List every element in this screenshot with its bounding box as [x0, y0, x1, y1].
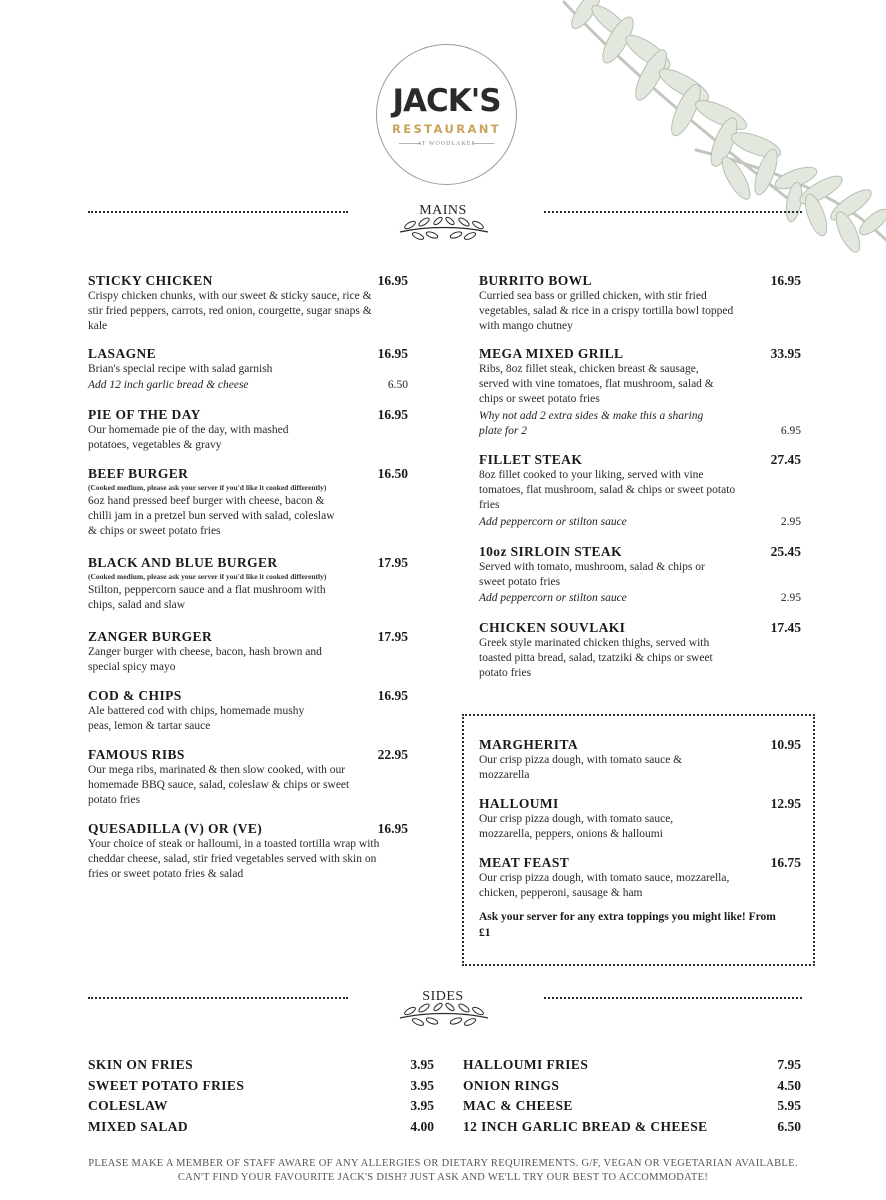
logo-name: JACK'S — [392, 83, 501, 119]
item-extra — [479, 515, 801, 530]
menu-item — [88, 747, 408, 821]
menu-item — [479, 452, 801, 544]
mains-heading — [0, 203, 886, 253]
item-price: 16.95 — [770, 273, 801, 288]
item-name: STICKY CHICKEN — [88, 273, 213, 288]
menu-item — [88, 821, 408, 886]
footer-request-notice: CAN'T FIND YOUR FAVOURITE JACK'S DISH? JUST ASK AND WE'LL TRY OUR BEST TO ACCOMMODATE! — [177, 1172, 709, 1183]
item-description: Our crisp pizza dough, with tomato sauce & mozzarella — [479, 754, 683, 782]
menu-item — [88, 407, 408, 466]
menu-item — [479, 544, 801, 620]
menu-item — [88, 629, 408, 688]
side-name: ONION RINGS — [463, 1077, 560, 1093]
side-item — [88, 1096, 434, 1117]
item-name: BLACK AND BLUE BURGER — [88, 555, 278, 570]
side-item — [463, 1096, 801, 1117]
item-price: 16.50 — [377, 466, 408, 481]
sides-right-column — [463, 1055, 801, 1137]
item-price: 17.45 — [770, 620, 801, 635]
side-name: 12 INCH GARLIC BREAD & CHEESE — [463, 1118, 708, 1134]
item-price: 16.95 — [377, 821, 408, 836]
sides-heading — [0, 989, 886, 1039]
side-item — [88, 1076, 434, 1097]
item-price: 16.95 — [377, 273, 408, 288]
logo-location: AT WOODLAKES — [417, 141, 476, 147]
side-name: SKIN ON FRIES — [88, 1057, 193, 1072]
extra-price: 6.50 — [387, 379, 408, 392]
side-price: 5.95 — [777, 1098, 801, 1113]
item-price: 12.95 — [770, 796, 801, 811]
item-name: FILLET STEAK — [479, 452, 583, 467]
item-name: MEGA MIXED GRILL — [479, 346, 624, 361]
leaf-sprig-icon — [396, 216, 492, 244]
extra-label: Add peppercorn or stilton sauce — [479, 592, 627, 605]
item-price: 17.95 — [377, 555, 408, 570]
item-description: 8oz fillet cooked to your liking, served with vine tomatoes, flat mushroom, salad & chips or sweet potato fries — [479, 469, 736, 512]
item-price: 16.95 — [377, 688, 408, 703]
item-description: Our crisp pizza dough, with tomato sauce, mozzarella, peppers, onions & halloumi — [479, 813, 674, 841]
extra-price: 2.95 — [780, 515, 801, 528]
logo-subtitle: RESTAURANT — [391, 122, 502, 136]
item-name: PIE OF THE DAY — [88, 407, 201, 422]
item-description: Our homemade pie of the day, with mashed potatoes, vegetables & gravy — [88, 424, 289, 452]
dotted-divider-right — [544, 211, 802, 213]
mains-left-column — [88, 273, 408, 886]
side-price: 4.50 — [777, 1077, 801, 1093]
item-price: 25.45 — [770, 544, 801, 559]
item-description: Crispy chicken chunks, with our sweet & sticky sauce, rice & stir fried peppers, carrots, red onion, courgette, sugar snaps & kale — [88, 290, 372, 333]
item-description: Greek style marinated chicken thighs, served with toasted pitta bread, salad, tzatziki & chips or sweet potato fries — [479, 637, 713, 680]
side-price: 3.95 — [410, 1077, 434, 1093]
item-name: MEAT FEAST — [479, 855, 570, 870]
side-item — [463, 1076, 801, 1097]
menu-item — [88, 466, 408, 555]
item-description: Brian's special recipe with salad garnish — [88, 363, 273, 375]
item-description: Served with tomato, mushroom, salad & chips or sweet potato fries — [479, 561, 705, 589]
item-price: 16.75 — [770, 855, 801, 870]
item-description: Ale battered cod with chips, homemade mushy peas, lemon & tartar sauce — [88, 705, 305, 733]
item-name: ZANGER BURGER — [88, 629, 213, 644]
menu-item — [479, 620, 801, 686]
sides-title: SIDES — [422, 989, 464, 1004]
side-price: 3.95 — [410, 1098, 434, 1113]
side-item — [88, 1055, 434, 1076]
item-name: FAMOUS RIBS — [88, 747, 185, 762]
menu-item — [479, 346, 801, 452]
mains-title: MAINS — [419, 203, 467, 218]
menu-item — [88, 555, 408, 629]
side-name: MAC & CHEESE — [463, 1098, 573, 1113]
extra-label: Add 12 inch garlic bread & cheese — [88, 379, 249, 392]
restaurant-logo — [376, 44, 517, 185]
side-name: MIXED SALAD — [88, 1118, 189, 1134]
item-description: Your choice of steak or halloumi, in a toasted tortilla wrap with cheddar cheese, salad, stir fried vegetables served with skin on fries or sweet potato fries & salad — [88, 838, 380, 881]
menu-item — [479, 273, 801, 346]
side-item — [88, 1117, 434, 1138]
mains-right-column — [479, 273, 801, 686]
item-name: LASAGNE — [88, 346, 157, 361]
item-price: 33.95 — [770, 346, 801, 361]
side-price: 3.95 — [410, 1057, 434, 1072]
sides-left-column — [88, 1055, 434, 1137]
dotted-divider-right — [544, 997, 802, 999]
item-description: Our crisp pizza dough, with tomato sauce, mozzarella, chicken, pepperoni, sausage & ham — [479, 872, 730, 900]
item-description: Curried sea bass or grilled chicken, with stir fried vegetables, salad & rice in a crispy tortilla bowl topped with mango chutney — [479, 290, 734, 333]
item-note: (Cooked medium, please ask your server if you'd like it cooked differently) — [88, 572, 327, 581]
logo-rule-right — [472, 143, 494, 144]
pizza-column — [479, 737, 801, 941]
item-price: 17.95 — [377, 629, 408, 644]
menu-item — [479, 737, 801, 796]
side-price: 4.00 — [410, 1118, 434, 1134]
extra-price: 6.95 — [780, 424, 801, 437]
item-extra — [479, 591, 801, 606]
item-description: Our mega ribs, marinated & then slow cooked, with our homemade BBQ sauce, salad, coleslaw & chips or sweet potato fries — [88, 764, 350, 807]
item-name: CHICKEN SOUVLAKI — [479, 620, 626, 635]
menu-item — [88, 346, 408, 407]
item-extra — [479, 409, 801, 439]
side-item — [463, 1055, 801, 1076]
item-name: 10oz SIRLOIN STEAK — [479, 544, 622, 559]
side-price: 6.50 — [777, 1118, 801, 1134]
menu-item — [479, 855, 801, 906]
item-extra — [88, 378, 408, 393]
leaf-sprig-icon — [396, 1002, 492, 1030]
side-name: HALLOUMI FRIES — [463, 1057, 589, 1072]
side-item — [463, 1117, 801, 1138]
menu-item — [88, 273, 408, 346]
extra-label: Add peppercorn or stilton sauce — [479, 515, 627, 528]
item-price: 16.95 — [377, 407, 408, 422]
menu-item — [88, 688, 408, 747]
item-price: 22.95 — [377, 747, 408, 762]
extra-price: 2.95 — [780, 592, 801, 605]
item-name: HALLOUMI — [479, 796, 559, 811]
item-name: BURRITO BOWL — [479, 273, 592, 288]
pizza-toppings-note: Ask your server for any extra toppings you might like! From £1 — [479, 911, 776, 939]
side-name: COLESLAW — [88, 1098, 168, 1113]
item-price: 16.95 — [377, 346, 408, 361]
item-price: 27.45 — [770, 452, 801, 467]
item-name: BEEF BURGER — [88, 466, 189, 481]
footer-allergy-notice: PLEASE MAKE A MEMBER OF STAFF AWARE OF ANY ALLERGIES OR DIETARY REQUIREMENTS. G/F, VEGAN OR VEGETARIAN AVAILABLE. — [88, 1158, 798, 1169]
item-description: 6oz hand pressed beef burger with cheese, bacon & chilli jam in a pretzel bun served with salad, coleslaw & chips or sweet potato fries — [88, 495, 335, 538]
item-description: Stilton, peppercorn sauce and a flat mushroom with chips, salad and slaw — [88, 584, 326, 612]
extra-label: Why not add 2 extra sides & make this a sharing plate for 2 — [479, 409, 704, 437]
item-note: (Cooked medium, please ask your server if you'd like it cooked differently) — [88, 483, 327, 492]
item-name: MARGHERITA — [479, 737, 579, 752]
item-name: COD & CHIPS — [88, 688, 182, 703]
side-price: 7.95 — [777, 1057, 801, 1072]
item-description: Zanger burger with cheese, bacon, hash brown and special spicy mayo — [88, 646, 322, 674]
item-price: 10.95 — [770, 737, 801, 752]
side-name: SWEET POTATO FRIES — [88, 1077, 245, 1093]
item-name: QUESADILLA (V) OR (VE) — [88, 821, 263, 836]
item-description: Ribs, 8oz fillet steak, chicken breast & sausage, served with vine tomatoes, flat mushroom, salad & chips or sweet potato fries — [479, 363, 714, 406]
menu-item — [479, 796, 801, 855]
